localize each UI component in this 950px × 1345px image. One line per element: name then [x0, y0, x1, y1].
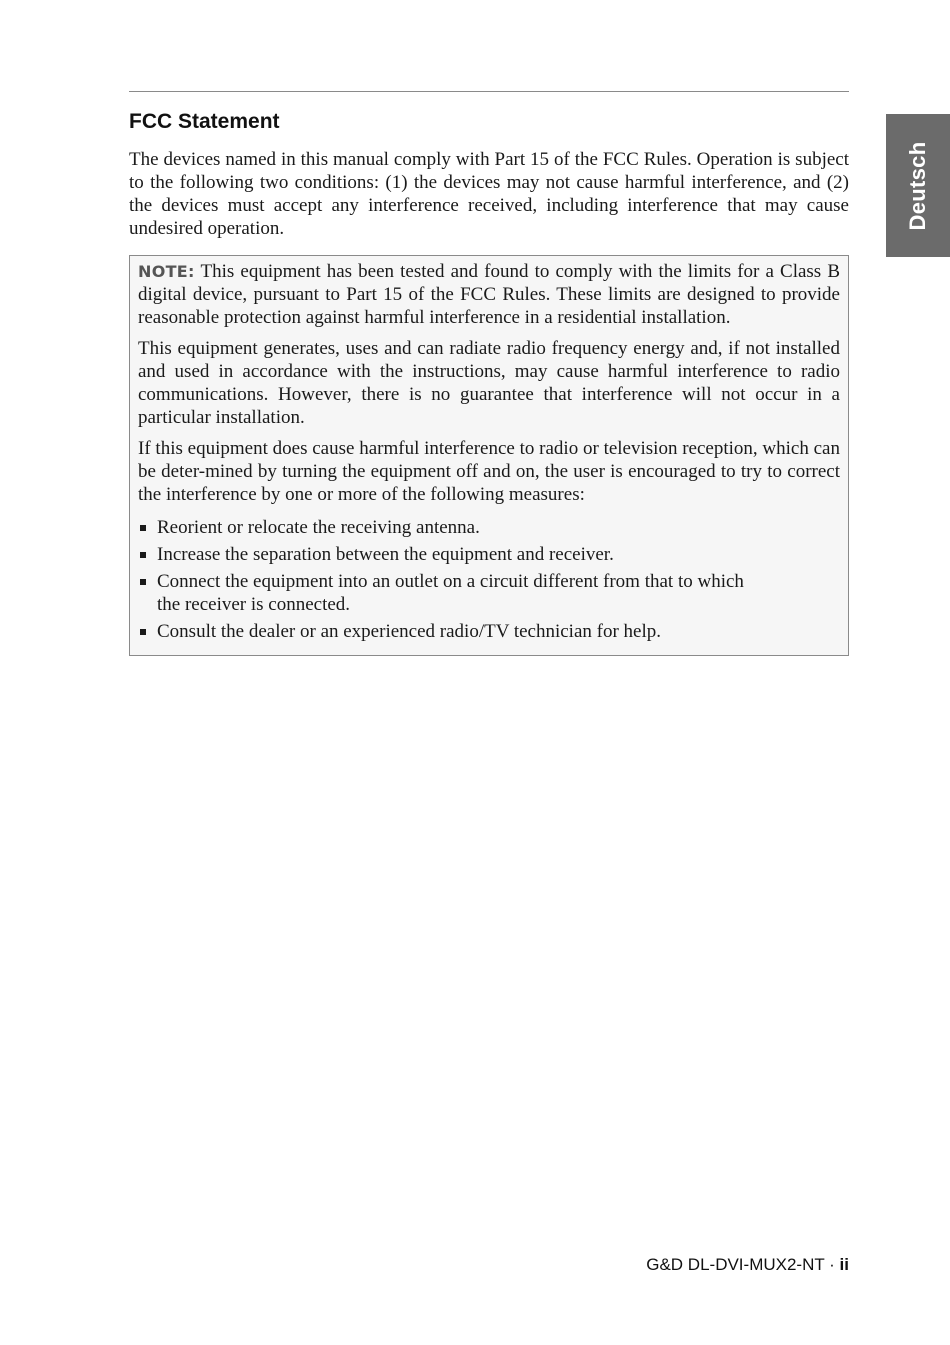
- square-bullet-icon: [140, 525, 146, 531]
- note-paragraph-1: [138, 260, 840, 329]
- note-label: NOTE:: [138, 262, 195, 281]
- list-item-text: Connect the equipment into an outlet on a circuit different from that to which the receiver is connected.: [157, 571, 744, 615]
- language-tab-label: Deutsch: [905, 141, 930, 230]
- square-bullet-icon: [140, 552, 146, 558]
- footer-separator: ·: [824, 1255, 840, 1274]
- list-item: [138, 620, 840, 643]
- note-box: [129, 255, 849, 656]
- note-paragraph-3: If this equipment does cause harmful interference to radio or television reception, which can be deter-mined by turning the equipment off and on, the user is encouraged to try to correct the interference by one or more of the following measures:: [138, 438, 840, 505]
- square-bullet-icon: [140, 629, 146, 635]
- page-number: ii: [839, 1255, 849, 1274]
- list-item: [138, 570, 840, 616]
- measures-list: [138, 516, 840, 643]
- list-item: [138, 516, 840, 539]
- list-item-text: Reorient or relocate the receiving antenna.: [157, 517, 480, 538]
- footer-product-name: G&D DL-DVI-MUX2-NT: [646, 1255, 825, 1274]
- intro-paragraph: The devices named in this manual comply with Part 15 of the FCC Rules. Operation is subject to the following two conditions: (1) the devices may not cause harmful interference, and (2) the devices must accept any interference received, including interference that may cause undesired operation.: [129, 149, 849, 239]
- square-bullet-icon: [140, 579, 146, 585]
- note-paragraph-2: This equipment generates, uses and can radiate radio frequency energy and, if not installed and used in accordance with the instructions, may cause harmful interference to radio communications. However, there is no guarantee that interference will not occur in a particular installation.: [138, 338, 840, 428]
- language-tab: [886, 114, 950, 257]
- list-item: [138, 543, 840, 566]
- list-item-text: Increase the separation between the equipment and receiver.: [157, 544, 614, 565]
- page-footer: [646, 1255, 849, 1275]
- section-title: FCC Statement: [129, 110, 280, 133]
- list-item-text: Consult the dealer or an experienced radio/TV technician for help.: [157, 621, 662, 642]
- top-divider: [129, 91, 849, 92]
- note-paragraph-1-text: This equipment has been tested and found to comply with the limits for a Class B digital device, pursuant to Part 15 of the FCC Rules. These limits are designed to provide reasonable protection against harmful interference in a residential installation.: [138, 261, 840, 328]
